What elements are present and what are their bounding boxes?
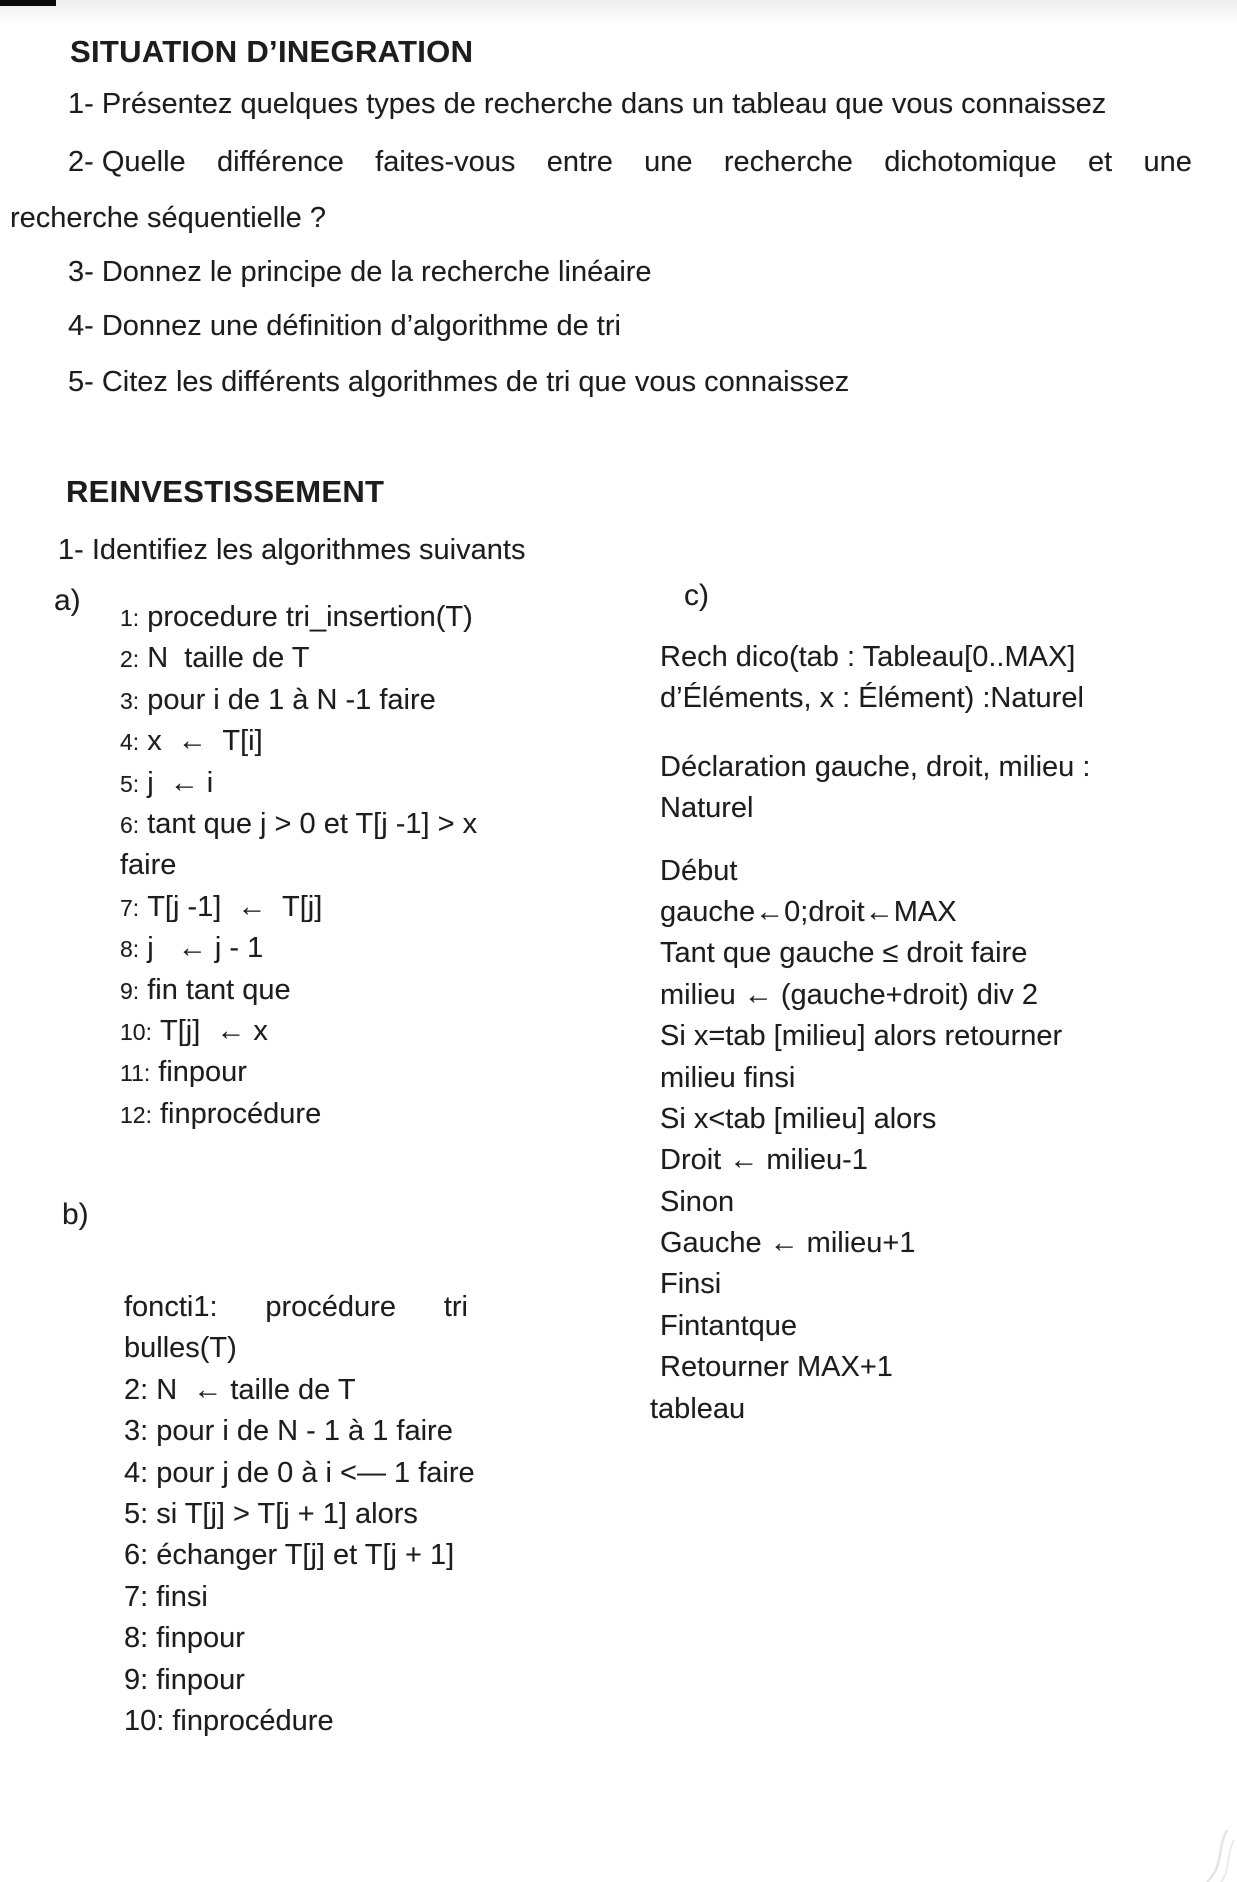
code-text: T[j] ← x	[159, 1014, 268, 1047]
code-text: fin tant que	[147, 973, 291, 1006]
spacer	[660, 834, 1090, 855]
code-text: x ← T[i]	[147, 725, 263, 758]
code-line: Gauche ← milieu+1	[660, 1227, 916, 1260]
code-line: Fintantque	[660, 1309, 798, 1342]
code-line: Si x=tab [milieu] alors retourner	[660, 1020, 1063, 1053]
code-line: Déclaration gauche, droit, milieu :	[660, 750, 1091, 783]
code-line: 3: pour i de N - 1 à 1 faire	[124, 1415, 453, 1448]
code-line: Sinon	[660, 1185, 735, 1218]
code-line: 5: si T[j] > T[j + 1] alors	[124, 1497, 418, 1530]
line-number: 8:	[120, 936, 140, 963]
code-line: d’Éléments, x : Élément) :Naturel	[660, 682, 1084, 715]
algorithm-b-bubble-sort	[124, 1291, 475, 1746]
code-line: 9: finpour	[124, 1663, 245, 1696]
scan-edge-artifact	[0, 0, 56, 6]
code-text: procedure tri_insertion(T)	[147, 601, 473, 633]
code-line	[120, 725, 477, 766]
code-line-justified	[124, 1291, 468, 1332]
code-line: Retourner MAX+1	[660, 1351, 893, 1384]
code-line	[120, 642, 477, 683]
code-line: 4: pour j de 0 à i <— 1 faire	[124, 1456, 475, 1489]
line-number: 11:	[120, 1060, 151, 1087]
line-number: 9:	[120, 977, 140, 1004]
word: tri	[443, 1291, 468, 1323]
line-number: 10:	[120, 1018, 152, 1045]
question-2-line-2: recherche séquentielle ?	[10, 202, 326, 234]
algorithm-a-label: a)	[54, 584, 81, 617]
question-5: 5- Citez les différents algorithmes de tri que vous connaissez	[68, 366, 850, 398]
question-2-line-1	[68, 146, 1192, 179]
code-line	[120, 808, 477, 849]
line-number: 1:	[120, 605, 140, 631]
code-line: Début	[660, 854, 738, 887]
identify-instruction: 1- Identifiez les algorithmes suivants	[58, 534, 526, 566]
word: dichotomique	[884, 146, 1057, 178]
code-line: 7: finsi	[124, 1580, 208, 1613]
scan-smudge-artifact	[1197, 1828, 1235, 1882]
scan-shadow-artifact	[0, 0, 1237, 26]
code-line	[120, 1015, 477, 1056]
code-text: faire	[120, 849, 177, 882]
word: recherche	[723, 146, 853, 178]
word: procédure	[265, 1291, 396, 1323]
word: une	[1143, 146, 1192, 178]
code-text: finpour	[158, 1056, 247, 1089]
code-line	[120, 767, 477, 808]
spacer	[660, 724, 1090, 751]
word: et	[1088, 146, 1113, 178]
line-number: 12:	[120, 1101, 152, 1128]
code-line: milieu ← (gauche+droit) div 2	[660, 978, 1038, 1011]
question-4: 4- Donnez une définition d’algorithme de tri	[68, 310, 621, 342]
word: différence	[217, 146, 344, 178]
section-title-situation: SITUATION D’INEGRATION	[70, 34, 474, 69]
code-line: 8: finpour	[124, 1622, 245, 1655]
section-title-reinvestissement: REINVESTISSEMENT	[66, 474, 385, 509]
code-line	[120, 684, 477, 725]
code-line: milieu finsi	[660, 1061, 796, 1094]
code-text: tant que j > 0 et T[j -1] > x	[147, 807, 478, 840]
word: 2- Quelle	[68, 146, 186, 178]
question-1: 1- Présentez quelques types de recherche dans un tableau que vous connaissez	[68, 88, 1107, 120]
line-number: 5:	[120, 770, 140, 797]
code-text: N taille de T	[147, 642, 310, 675]
word: faites-vous	[375, 146, 516, 178]
code-text: T[j -1] ← T[j]	[147, 890, 323, 923]
code-line: 2: N ← taille de T	[124, 1373, 356, 1406]
code-line	[120, 974, 477, 1015]
code-line: Tant que gauche ≤ droit faire	[660, 937, 1028, 970]
algorithm-c-binary-search	[650, 641, 1091, 1434]
word: une	[644, 146, 693, 178]
word: foncti1:	[124, 1291, 218, 1323]
code-text: j ← i	[147, 766, 214, 799]
code-line: tableau	[650, 1392, 746, 1425]
code-text: finprocédure	[159, 1097, 322, 1130]
code-line: bulles(T)	[124, 1332, 237, 1365]
code-line-wrap	[120, 849, 477, 890]
code-line	[120, 932, 477, 973]
line-number: 2:	[120, 646, 140, 673]
algorithm-c-label: c)	[684, 579, 709, 612]
line-number: 3:	[120, 687, 140, 714]
algorithm-b-label: b)	[62, 1198, 89, 1231]
line-number: 7:	[120, 894, 140, 921]
code-line	[120, 601, 477, 642]
line-number: 4:	[120, 729, 140, 756]
code-text: pour i de 1 à N -1 faire	[147, 683, 436, 716]
word: entre	[546, 146, 613, 178]
code-line	[120, 1056, 477, 1097]
code-line: Droit ← milieu-1	[660, 1144, 868, 1177]
code-line	[120, 891, 477, 932]
code-line: 6: échanger T[j] et T[j + 1]	[124, 1539, 455, 1572]
code-line: Rech dico(tab : Tableau[0..MAX]	[660, 641, 1076, 673]
code-line	[120, 1098, 477, 1139]
code-line: Naturel	[660, 792, 754, 825]
code-line: 10: finprocédure	[124, 1704, 334, 1737]
code-line: gauche←0;droit←MAX	[660, 895, 957, 928]
code-line: Si x<tab [milieu] alors	[660, 1102, 937, 1135]
code-text: j ← j - 1	[147, 932, 264, 965]
question-3: 3- Donnez le principe de la recherche linéaire	[68, 256, 652, 288]
line-number: 6:	[120, 811, 140, 838]
algorithm-a-insertion-sort	[120, 601, 477, 1139]
code-line: Finsi	[660, 1268, 722, 1301]
